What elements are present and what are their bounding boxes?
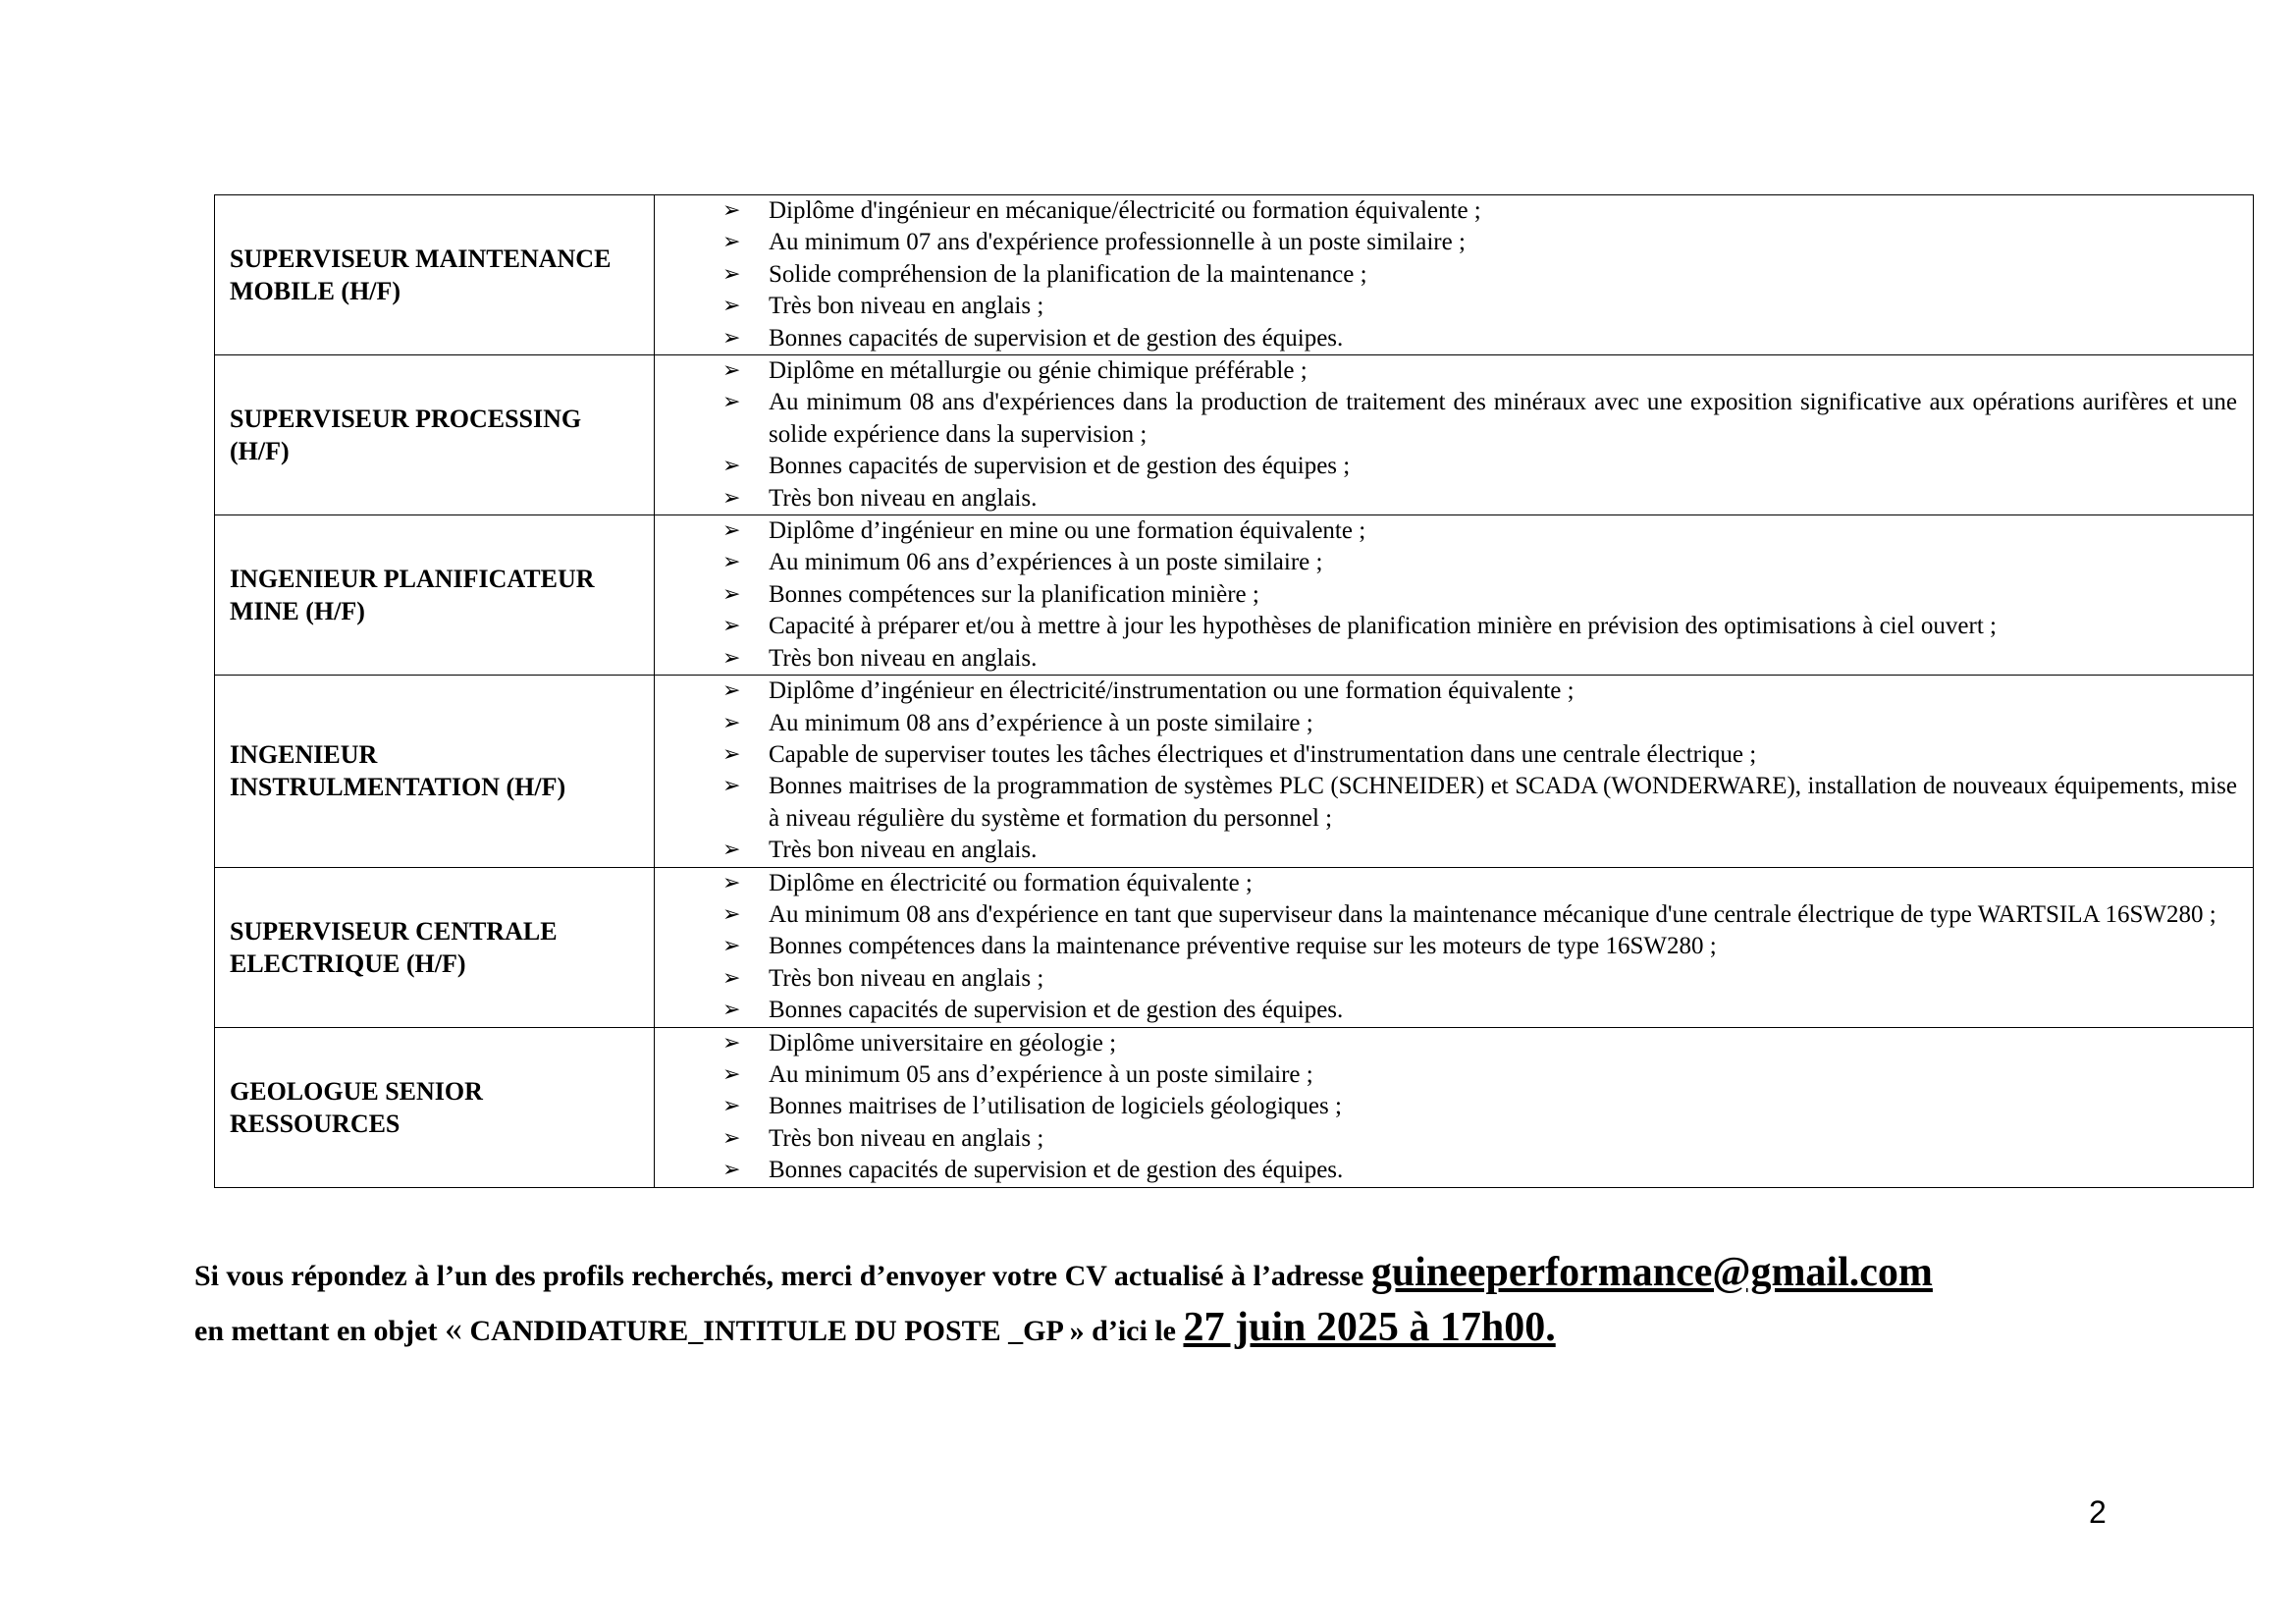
- instructions-text: Si vous répondez à l’un des profils recherchés, merci d’envoyer votre CV actualisé à l’adresse: [194, 1260, 1364, 1292]
- requirement-item: [655, 1091, 2237, 1122]
- arrow-bullet-icon: ➢: [722, 325, 741, 351]
- arrow-bullet-icon: ➢: [722, 965, 741, 991]
- job-requirements: [655, 195, 2254, 355]
- deadline-date: 27 juin 2025 à 17h00.: [1183, 1305, 1556, 1350]
- requirement-text: Bonnes capacités de supervision et de gestion des équipes.: [769, 1157, 1344, 1184]
- requirement-text: Au minimum 08 ans d'expérience en tant que superviseur dans la maintenance mécanique d'une centrale électrique de type WARTSILA 16SW280 ;: [769, 900, 2216, 928]
- requirement-item: [655, 547, 2237, 578]
- requirement-item: [655, 931, 2237, 962]
- requirement-item: [655, 515, 2237, 547]
- arrow-bullet-icon: ➢: [722, 485, 741, 511]
- requirement-text: Capable de superviser toutes les tâches électriques et d'instrumentation dans une centrale électrique ;: [769, 740, 1757, 768]
- requirement-item: [655, 1123, 2237, 1155]
- requirement-item: [655, 771, 2237, 835]
- requirement-text: Au minimum 08 ans d'expériences dans la production de traitement des minéraux avec une exposition significative aux opérations aurifères et une solide expérience dans la supervision ;: [769, 389, 2237, 448]
- arrow-bullet-icon: ➢: [722, 934, 741, 959]
- requirement-text: Très bon niveau en anglais ;: [769, 1124, 1044, 1152]
- requirement-item: [655, 1059, 2237, 1091]
- arrow-bullet-icon: ➢: [722, 261, 741, 287]
- requirement-text: Bonnes maitrises de l’utilisation de logiciels géologiques ;: [769, 1093, 1342, 1120]
- job-title: SUPERVISEUR MAINTENANCE MOBILE (H/F): [215, 195, 655, 355]
- job-title: INGENIEUR INSTRULMENTATION (H/F): [215, 676, 655, 867]
- requirement-text: Diplôme universitaire en géologie ;: [769, 1029, 1117, 1056]
- job-row: [215, 515, 2254, 676]
- requirement-text: Bonnes compétences dans la maintenance préventive requise sur les moteurs de type 16SW280 ;: [769, 933, 1717, 960]
- requirement-text: Solide compréhension de la planification de la maintenance ;: [769, 260, 1367, 288]
- arrow-bullet-icon: ➢: [722, 198, 741, 223]
- requirement-text: Diplôme d'ingénieur en mécanique/électricité ou formation équivalente ;: [769, 197, 1481, 224]
- contact-email[interactable]: guineeperformance@gmail.com: [1370, 1250, 1933, 1295]
- page-number: 2: [2089, 1494, 2107, 1530]
- requirement-item: [655, 676, 2237, 707]
- arrow-bullet-icon: ➢: [722, 710, 741, 735]
- requirement-item: [655, 1028, 2237, 1059]
- requirement-item: [655, 708, 2237, 739]
- email-subject: CANDIDATURE_INTITULE DU POSTE _GP »: [469, 1315, 1085, 1347]
- requirement-text: Bonnes capacités de supervision et de gestion des équipes.: [769, 997, 1344, 1024]
- requirement-item: [655, 451, 2237, 482]
- requirement-text: Très bon niveau en anglais ;: [769, 964, 1044, 992]
- arrow-bullet-icon: ➢: [722, 390, 741, 415]
- requirements-list: [655, 1028, 2237, 1187]
- requirement-item: [655, 355, 2237, 387]
- arrow-bullet-icon: ➢: [722, 1061, 741, 1087]
- arrow-bullet-icon: ➢: [722, 581, 741, 607]
- instructions-line-1: [194, 1247, 2158, 1302]
- arrow-bullet-icon: ➢: [722, 741, 741, 767]
- requirement-item: [655, 995, 2237, 1026]
- requirement-text: Au minimum 06 ans d’expériences à un poste similaire ;: [769, 549, 1323, 576]
- requirement-item: [655, 195, 2237, 227]
- requirement-item: [655, 227, 2237, 258]
- arrow-bullet-icon: ➢: [722, 518, 741, 544]
- requirements-list: [655, 868, 2237, 1027]
- job-title: GEOLOGUE SENIOR RESSOURCES: [215, 1027, 655, 1187]
- open-quote: «: [444, 1309, 462, 1348]
- requirement-item: [655, 739, 2237, 771]
- arrow-bullet-icon: ➢: [722, 838, 741, 863]
- arrow-bullet-icon: ➢: [722, 998, 741, 1023]
- requirement-item: [655, 323, 2237, 354]
- requirements-list: [655, 515, 2237, 675]
- requirement-text: Bonnes maitrises de la programmation de systèmes PLC (SCHNEIDER) et SCADA (WONDERWARE), installation de nouveaux équipements, mise à niveau régulière du système et formation du personnel ;: [769, 773, 2237, 832]
- requirement-text: Diplôme en électricité ou formation équivalente ;: [769, 869, 1253, 896]
- requirement-item: [655, 483, 2237, 514]
- requirements-list: [655, 676, 2237, 866]
- job-requirements: [655, 355, 2254, 515]
- requirement-text: Bonnes capacités de supervision et de gestion des équipes ;: [769, 453, 1351, 480]
- requirement-text: Au minimum 07 ans d'expérience professionnelle à un poste similaire ;: [769, 229, 1466, 256]
- requirement-item: [655, 835, 2237, 866]
- job-row: [215, 676, 2254, 867]
- requirements-list: [655, 195, 2237, 354]
- arrow-bullet-icon: ➢: [722, 358, 741, 384]
- requirement-item: [655, 868, 2237, 899]
- arrow-bullet-icon: ➢: [722, 614, 741, 639]
- requirement-item: [655, 291, 2237, 322]
- requirement-text: Bonnes compétences sur la planification minière ;: [769, 580, 1259, 608]
- arrow-bullet-icon: ➢: [722, 1030, 741, 1056]
- requirement-item: [655, 963, 2237, 995]
- deadline-prefix: d’ici le: [1092, 1315, 1176, 1347]
- job-requirements: [655, 1027, 2254, 1187]
- job-title: SUPERVISEUR PROCESSING (H/F): [215, 355, 655, 515]
- requirement-text: Au minimum 05 ans d’expérience à un poste similaire ;: [769, 1060, 1313, 1088]
- arrow-bullet-icon: ➢: [722, 550, 741, 575]
- arrow-bullet-icon: ➢: [722, 1094, 741, 1119]
- requirement-text: Diplôme d’ingénieur en électricité/instrumentation ou une formation équivalente ;: [769, 677, 1575, 705]
- arrow-bullet-icon: ➢: [722, 870, 741, 895]
- requirement-text: Bonnes capacités de supervision et de gestion des équipes.: [769, 324, 1344, 352]
- requirement-text: Diplôme d’ingénieur en mine ou une formation équivalente ;: [769, 517, 1366, 545]
- application-instructions: [194, 1247, 2158, 1357]
- requirement-text: Très bon niveau en anglais.: [769, 837, 1038, 864]
- arrow-bullet-icon: ➢: [722, 1125, 741, 1151]
- requirement-item: [655, 899, 2237, 931]
- requirement-text: Très bon niveau en anglais ;: [769, 293, 1044, 320]
- arrow-bullet-icon: ➢: [722, 1158, 741, 1183]
- requirement-item: [655, 611, 2237, 642]
- arrow-bullet-icon: ➢: [722, 774, 741, 799]
- job-requirements-table: [214, 194, 2254, 1188]
- requirement-item: [655, 1155, 2237, 1186]
- requirement-item: [655, 579, 2237, 611]
- subject-prefix: en mettant en objet: [194, 1315, 438, 1347]
- requirement-item: [655, 643, 2237, 675]
- arrow-bullet-icon: ➢: [722, 645, 741, 671]
- arrow-bullet-icon: ➢: [722, 294, 741, 319]
- arrow-bullet-icon: ➢: [722, 901, 741, 927]
- job-title: INGENIEUR PLANIFICATEUR MINE (H/F): [215, 515, 655, 676]
- requirement-item: [655, 387, 2237, 451]
- requirement-text: Au minimum 08 ans d’expérience à un poste similaire ;: [769, 709, 1313, 736]
- arrow-bullet-icon: ➢: [722, 230, 741, 255]
- requirements-list: [655, 355, 2237, 514]
- job-row: [215, 195, 2254, 355]
- job-requirements: [655, 867, 2254, 1027]
- job-row: [215, 1027, 2254, 1187]
- job-title: SUPERVISEUR CENTRALE ELECTRIQUE (H/F): [215, 867, 655, 1027]
- requirement-text: Capacité à préparer et/ou à mettre à jour les hypothèses de planification minière en prévision des optimisations à ciel ouvert ;: [769, 613, 1997, 640]
- job-row: [215, 867, 2254, 1027]
- instructions-line-2: [194, 1302, 2158, 1357]
- job-requirements: [655, 676, 2254, 867]
- job-requirements: [655, 515, 2254, 676]
- arrow-bullet-icon: ➢: [722, 454, 741, 479]
- requirement-item: [655, 259, 2237, 291]
- requirement-text: Très bon niveau en anglais.: [769, 644, 1038, 672]
- arrow-bullet-icon: ➢: [722, 678, 741, 704]
- job-row: [215, 355, 2254, 515]
- requirement-text: Très bon niveau en anglais.: [769, 484, 1038, 512]
- requirement-text: Diplôme en métallurgie ou génie chimique préférable ;: [769, 357, 1308, 385]
